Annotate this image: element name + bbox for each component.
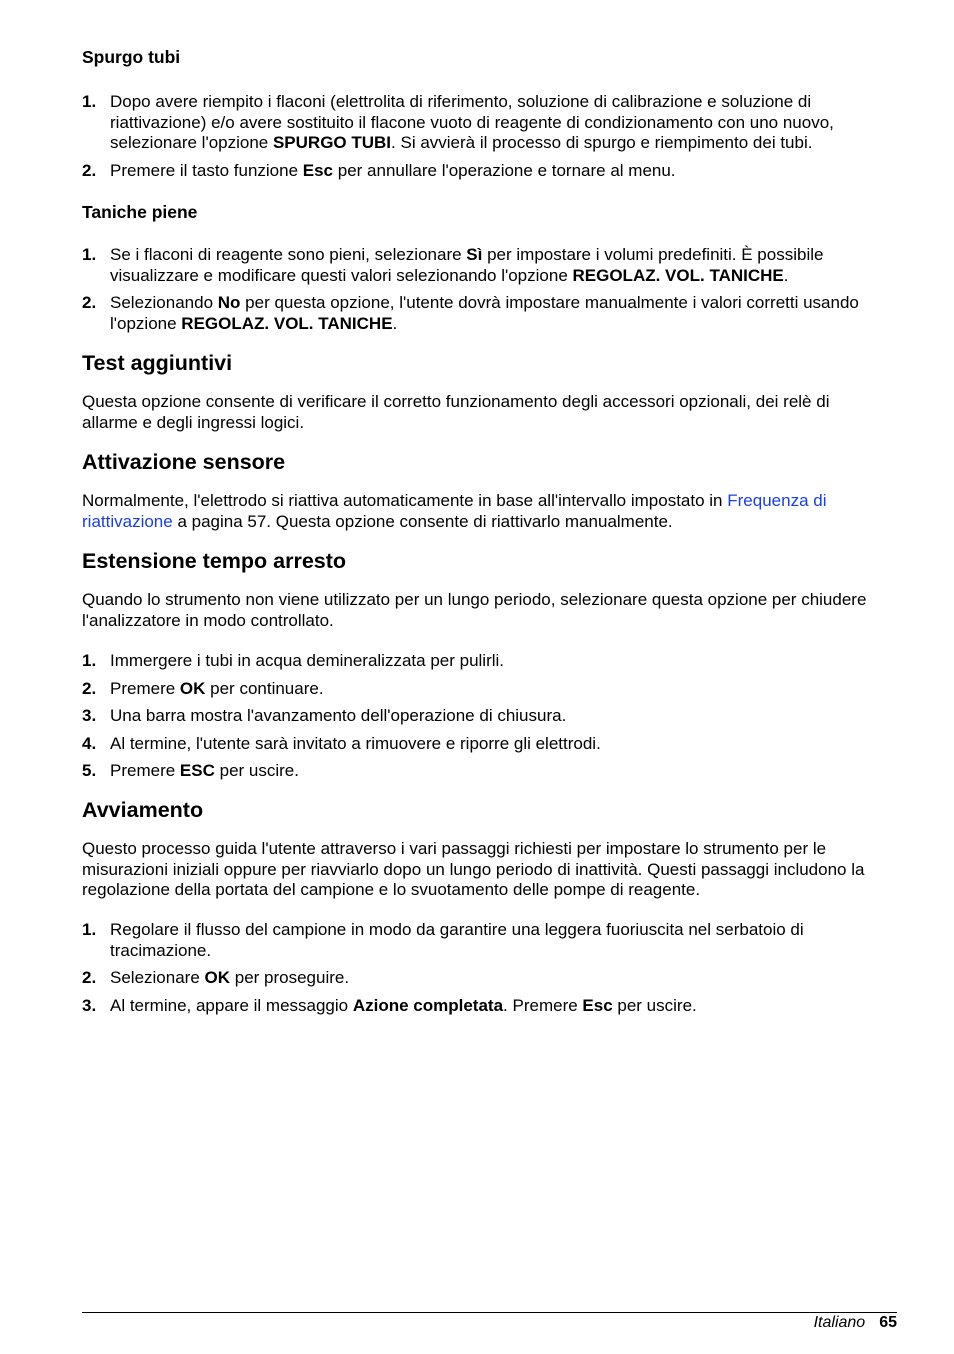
step-number: 2.	[82, 678, 97, 698]
step-number: 2.	[82, 968, 97, 987]
estensione-steps	[82, 651, 888, 789]
step-number: 1.	[82, 920, 97, 939]
taniche-steps	[82, 245, 888, 341]
list-item: 3. Al termine, appare il messaggio Azione completata. Premere Esc per uscire.	[82, 995, 697, 1015]
list-item: 1. Immergere i tubi in acqua demineralizzata per pulirli.	[82, 651, 505, 670]
list-item: 2. Premere OK per continuare.	[82, 678, 324, 698]
estensione-heading: Estensione tempo arresto	[82, 549, 347, 573]
list-item: 1. Dopo avere riempito i flaconi (elettrolita di riferimento, soluzione di calibrazione e soluzione di riattivazione) e/o avere sostituito il flacone vuoto di reagente di condizionamento con uno nuovo, selezionare l'opzione SPURGO TUBI. Si avvierà il processo di spurgo e riempimento dei tubi.	[82, 92, 834, 152]
test-heading: Test aggiuntivi	[82, 351, 233, 375]
step-number: 2.	[82, 293, 97, 312]
list-item: 5. Premere ESC per uscire.	[82, 761, 299, 780]
page-footer	[814, 1313, 897, 1333]
step-number: 1.	[82, 651, 97, 670]
step-number: 1.	[82, 92, 97, 111]
taniche-heading: Taniche piene	[82, 202, 198, 222]
step-number: 3.	[82, 706, 97, 725]
list-item: 2. Selezionare OK per proseguire.	[82, 968, 350, 987]
test-body: Questa opzione consente di verificare il corretto funzionamento degli accessori opzionali, dei relè di allarme e degli ingressi logici.	[82, 392, 830, 432]
spurgo-heading: Spurgo tubi	[82, 47, 181, 67]
spurgo-steps	[82, 92, 888, 188]
step-number: 3.	[82, 995, 97, 1015]
list-item: 2. Premere il tasto funzione Esc per annullare l'operazione e tornare al menu.	[82, 160, 676, 180]
attivazione-body: Normalmente, l'elettrodo si riattiva automaticamente in base all'intervallo impostato in Frequenza di riattivazione a pagina 57. Questa opzione consente di riattivarlo manualmente.	[82, 491, 827, 531]
footer-divider	[82, 1312, 897, 1313]
footer-language: Italiano	[813, 1314, 866, 1331]
list-item: 2. Selezionando No per questa opzione, l'utente dovrà impostare manualmente i valori corretti usando l'opzione REGOLAZ. VOL. TANICHE.	[82, 293, 859, 333]
step-number: 2.	[82, 160, 97, 180]
list-item: 1. Se i flaconi di reagente sono pieni, selezionare Sì per impostare i volumi predefiniti. È possibile visualizzare e modificare questi valori selezionando l'opzione REGOLAZ. VOL. TANICHE.	[82, 245, 824, 285]
avviamento-steps	[82, 920, 888, 1023]
estensione-body: Quando lo strumento non viene utilizzato per un lungo periodo, selezionare questa opzione per chiudere l'analizzatore in modo controllato.	[82, 590, 867, 630]
page-number: 65	[879, 1314, 897, 1331]
step-number: 4.	[82, 733, 97, 753]
avviamento-body: Questo processo guida l'utente attraverso i vari passaggi richiesti per impostare lo strumento per le misurazioni iniziali oppure per riavviarlo dopo un lungo periodo di inattività. Questi passaggi includono la regolazione della portata del campione e lo svuotamento delle pompe di reagente.	[82, 839, 865, 899]
step-number: 5.	[82, 761, 97, 780]
list-item: 1. Regolare il flusso del campione in modo da garantire una leggera fuoriuscita nel serbatoio di tracimazione.	[82, 920, 804, 960]
list-item: 4. Al termine, l'utente sarà invitato a rimuovere e riporre gli elettrodi.	[82, 733, 601, 753]
avviamento-heading: Avviamento	[82, 798, 204, 822]
attivazione-heading: Attivazione sensore	[82, 450, 286, 474]
step-number: 1.	[82, 245, 97, 264]
list-item: 3. Una barra mostra l'avanzamento dell'operazione di chiusura.	[82, 706, 567, 725]
frequenza-riattivazione-link[interactable]: Frequenza di riattivazione	[82, 491, 827, 531]
